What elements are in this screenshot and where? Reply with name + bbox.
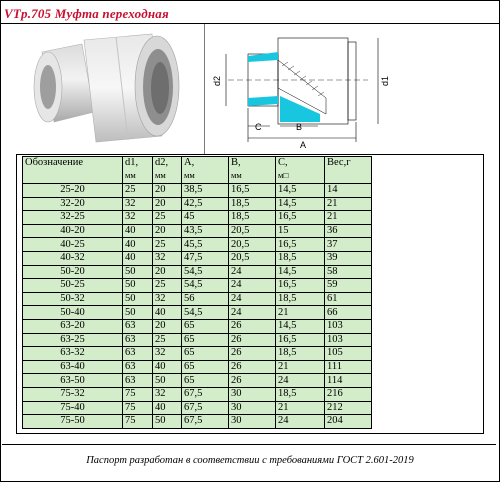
table-cell: 20 (153, 197, 182, 211)
product-photo (12, 30, 192, 148)
table-cell: 14,5 (276, 319, 325, 333)
table-cell: 18,5 (229, 197, 276, 211)
table-cell: 32-25 (23, 211, 123, 225)
table-row (23, 319, 372, 333)
label-d1: d1 (380, 75, 390, 86)
header-label: A, (184, 157, 195, 168)
table-cell: 63-32 (23, 347, 123, 361)
table-cell: 105 (325, 347, 372, 361)
table-body (23, 184, 372, 429)
table-cell: 58 (325, 265, 372, 279)
table-row (23, 211, 372, 225)
table-cell: 24 (276, 415, 325, 429)
table-cell: 20,5 (229, 251, 276, 265)
header-unit: мм (125, 170, 136, 180)
table-cell: 40 (153, 306, 182, 320)
table-cell: 63 (123, 347, 153, 361)
header-unit: мм (231, 170, 242, 180)
table-cell: 67,5 (182, 401, 229, 415)
table-cell: 20 (153, 265, 182, 279)
table-cell: 25 (123, 184, 153, 198)
table-cell: 75 (123, 401, 153, 415)
table-cell: 63 (123, 319, 153, 333)
table-cell: 50-32 (23, 292, 123, 306)
label-a: A (300, 140, 307, 150)
table-cell: 65 (182, 319, 229, 333)
table-cell: 75 (123, 415, 153, 429)
table-cell: 24 (229, 279, 276, 293)
table-cell: 25 (153, 211, 182, 225)
table-row (23, 238, 372, 252)
table-cell: 25 (153, 279, 182, 293)
table-cell: 75-50 (23, 415, 123, 429)
table-cell: 111 (325, 360, 372, 374)
header-label: Вес,г (327, 157, 351, 168)
table-cell: 63-50 (23, 374, 123, 388)
table-cell: 50 (123, 306, 153, 320)
table-header-cell (123, 157, 153, 184)
table-row (23, 360, 372, 374)
table-header-cell (276, 157, 325, 184)
table-cell: 18,5 (276, 347, 325, 361)
table-cell: 65 (182, 333, 229, 347)
header-label: d1, (125, 157, 139, 168)
table-cell: 40 (123, 224, 153, 238)
table-cell: 32 (123, 197, 153, 211)
label-d2: d2 (212, 75, 222, 86)
title-divider (0, 23, 500, 24)
table-cell: 65 (182, 374, 229, 388)
table-cell: 40-20 (23, 224, 123, 238)
table-row (23, 197, 372, 211)
technical-drawing (208, 26, 498, 150)
table-cell: 26 (229, 347, 276, 361)
table-row (23, 374, 372, 388)
table-cell: 14,5 (276, 265, 325, 279)
table-row (23, 251, 372, 265)
table-cell: 24 (229, 292, 276, 306)
table-cell: 114 (325, 374, 372, 388)
table-cell: 25-20 (23, 184, 123, 198)
table-row (23, 333, 372, 347)
table-row (23, 401, 372, 415)
table-cell: 61 (325, 292, 372, 306)
table-cell: 67,5 (182, 415, 229, 429)
table-cell: 59 (325, 279, 372, 293)
table-cell: 14,5 (276, 184, 325, 198)
table-cell: 15 (276, 224, 325, 238)
table-cell: 20,5 (229, 238, 276, 252)
table-cell: 18,5 (276, 387, 325, 401)
table-cell: 20 (153, 319, 182, 333)
header-label: C, (278, 157, 288, 168)
table-cell: 43,5 (182, 224, 229, 238)
table-cell: 18,5 (276, 251, 325, 265)
table-cell: 54,5 (182, 306, 229, 320)
table-cell: 40-32 (23, 251, 123, 265)
table-row (23, 415, 372, 429)
table-cell: 14,5 (276, 197, 325, 211)
header-unit: м□ (278, 170, 289, 180)
dimensions-table-frame (16, 154, 484, 434)
table-cell: 63-20 (23, 319, 123, 333)
table-cell: 56 (182, 292, 229, 306)
table-cell: 24 (229, 265, 276, 279)
table-cell: 40 (123, 251, 153, 265)
table-cell: 75 (123, 387, 153, 401)
table-cell: 21 (325, 197, 372, 211)
table-cell: 45,5 (182, 238, 229, 252)
table-cell: 63-40 (23, 360, 123, 374)
table-cell: 26 (229, 333, 276, 347)
table-cell: 54,5 (182, 265, 229, 279)
table-cell: 67,5 (182, 387, 229, 401)
table-header-cell (182, 157, 229, 184)
table-cell: 18,5 (276, 292, 325, 306)
table-cell: 212 (325, 401, 372, 415)
table-cell: 26 (229, 319, 276, 333)
table-row (23, 265, 372, 279)
table-row (23, 347, 372, 361)
table-cell: 103 (325, 319, 372, 333)
table-cell: 32 (153, 387, 182, 401)
table-header-row (23, 157, 372, 184)
table-cell: 21 (325, 211, 372, 225)
table-cell: 38,5 (182, 184, 229, 198)
table-cell: 20 (153, 224, 182, 238)
table-row (23, 279, 372, 293)
table-cell: 75-32 (23, 387, 123, 401)
table-cell: 16,5 (276, 279, 325, 293)
table-cell: 25 (153, 238, 182, 252)
table-cell: 26 (229, 360, 276, 374)
table-header-cell (153, 157, 182, 184)
table-row (23, 306, 372, 320)
table-cell: 63 (123, 360, 153, 374)
table-header-cell (23, 157, 123, 184)
table-cell: 65 (182, 360, 229, 374)
table-cell: 50-25 (23, 279, 123, 293)
table-cell: 16,5 (276, 333, 325, 347)
table-cell: 16,5 (229, 184, 276, 198)
table-cell: 40 (123, 238, 153, 252)
table-cell: 24 (229, 306, 276, 320)
table-cell: 50-20 (23, 265, 123, 279)
table-row (23, 292, 372, 306)
table-header-cell (325, 157, 372, 184)
table-cell: 63 (123, 374, 153, 388)
page-title: VTp.705 Муфта переходная (4, 6, 169, 21)
table-cell: 50-40 (23, 306, 123, 320)
section-divider (204, 24, 205, 154)
table-cell: 50 (153, 415, 182, 429)
table-cell: 45 (182, 211, 229, 225)
label-c: C (255, 122, 262, 132)
table-cell: 42,5 (182, 197, 229, 211)
table-cell: 24 (276, 374, 325, 388)
table-cell: 30 (229, 415, 276, 429)
table-cell: 21 (276, 401, 325, 415)
header-unit: мм (155, 170, 166, 180)
table-cell: 36 (325, 224, 372, 238)
header-label: Обозначение (25, 157, 84, 168)
table-cell: 25 (153, 333, 182, 347)
table-cell: 66 (325, 306, 372, 320)
footer-divider (2, 444, 496, 445)
table-cell: 21 (276, 306, 325, 320)
table-cell: 204 (325, 415, 372, 429)
table-cell: 16,5 (276, 211, 325, 225)
table-header-cell (229, 157, 276, 184)
table-cell: 32-20 (23, 197, 123, 211)
table-cell: 21 (276, 360, 325, 374)
table-cell: 47,5 (182, 251, 229, 265)
table-cell: 75-40 (23, 401, 123, 415)
table-cell: 39 (325, 251, 372, 265)
table-cell: 50 (153, 374, 182, 388)
header-unit: мм (184, 170, 195, 180)
table-cell: 63-25 (23, 333, 123, 347)
table-cell: 40 (153, 360, 182, 374)
table-cell: 30 (229, 387, 276, 401)
table-cell: 18,5 (229, 211, 276, 225)
table-cell: 32 (153, 347, 182, 361)
table-cell: 65 (182, 347, 229, 361)
table-cell: 32 (153, 292, 182, 306)
dimensions-table (22, 156, 372, 429)
table-cell: 63 (123, 333, 153, 347)
table-cell: 50 (123, 279, 153, 293)
table-cell: 14 (325, 184, 372, 198)
table-row (23, 184, 372, 198)
table-cell: 30 (229, 401, 276, 415)
footer-note: Паспорт разработан в соответствии с требованиями ГОСТ 2.601-2019 (86, 455, 414, 466)
table-row (23, 224, 372, 238)
table-cell: 40-25 (23, 238, 123, 252)
table-cell: 50 (123, 265, 153, 279)
table-cell: 54,5 (182, 279, 229, 293)
header-label: d2, (155, 157, 169, 168)
table-cell: 32 (123, 211, 153, 225)
table-cell: 20,5 (229, 224, 276, 238)
table-cell: 216 (325, 387, 372, 401)
table-cell: 32 (153, 251, 182, 265)
table-cell: 40 (153, 401, 182, 415)
table-cell: 26 (229, 374, 276, 388)
table-cell: 103 (325, 333, 372, 347)
table-row (23, 387, 372, 401)
label-b: B (296, 122, 303, 132)
header-label: B, (231, 157, 241, 168)
table-cell: 37 (325, 238, 372, 252)
table-cell: 20 (153, 184, 182, 198)
table-cell: 16,5 (276, 238, 325, 252)
table-cell: 50 (123, 292, 153, 306)
